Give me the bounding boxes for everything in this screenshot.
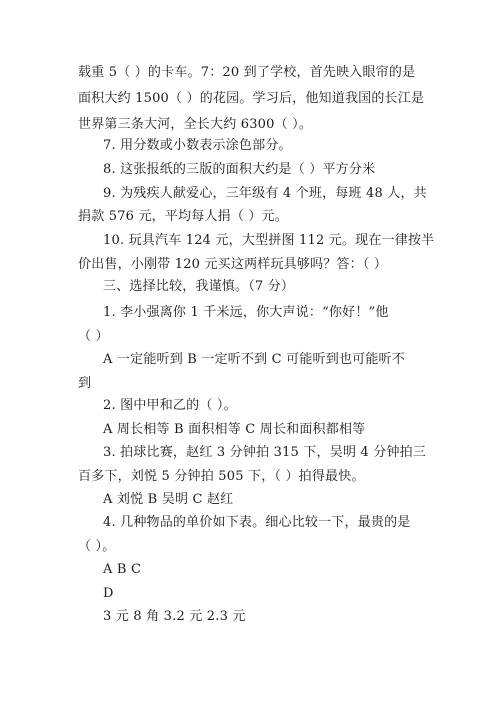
- choice-question-1: 1. 李小强离你 1 千米远，你大声说：“你好！”他: [103, 305, 389, 320]
- options-line: A B C: [103, 562, 142, 577]
- options-line: A 一定能听到 B 一定听不到 C 可能听到也可能听不: [103, 352, 405, 367]
- text-line: 价出售，小刚带 120 元买这两样玩具够吗？答：（ ）: [78, 257, 388, 272]
- text-line: 百多下，刘悦 5 分钟拍 505 下，（ ）拍得最快。: [78, 469, 365, 484]
- options-line: A 刘悦 B 吴明 C 赵红: [103, 492, 234, 507]
- text-line: 载重 5（ ）的卡车。7：20 到了学校，首先映入眼帘的是: [78, 65, 416, 80]
- question-8: 8. 这张报纸的三版的面积大约是（ ）平方分米: [103, 162, 376, 177]
- text-line: 到: [78, 376, 92, 391]
- price-line: 3 元 8 角 3.2 元 2.3 元: [103, 609, 246, 624]
- text-line: 捐款 576 元，平均每人捐（ ）元。: [78, 209, 289, 224]
- question-10: 10. 玩具汽车 124 元，大型拼图 112 元。现在一律按半: [103, 233, 435, 248]
- options-line: A 周长相等 B 面积相等 C 周长和面积都相等: [103, 422, 366, 437]
- question-9: 9. 为残疾人献爱心，三年级有 4 个班，每班 48 人，共: [103, 186, 427, 201]
- answer-blank: （ ）。: [78, 539, 116, 554]
- question-7: 7. 用分数或小数表示涂色部分。: [103, 138, 292, 153]
- text-line: 面积大约 1500（ ）的花园。学习后，他知道我国的长江是: [78, 91, 425, 106]
- options-line: D: [103, 586, 114, 601]
- text-line: 世界第三条大河，全长大约 6300（ ）。: [78, 117, 313, 132]
- section-heading: 三、选择比较，我谨慎。（7 分）: [103, 279, 295, 294]
- choice-question-4: 4. 几种物品的单价如下表。细心比较一下，最贵的是: [103, 515, 411, 530]
- choice-question-3: 3. 拍球比赛，赵红 3 分钟拍 315 下，吴明 4 分钟拍三: [103, 445, 427, 460]
- choice-question-2: 2. 图中甲和乙的（ ）。: [103, 398, 237, 413]
- answer-blank: （ ）: [78, 329, 109, 344]
